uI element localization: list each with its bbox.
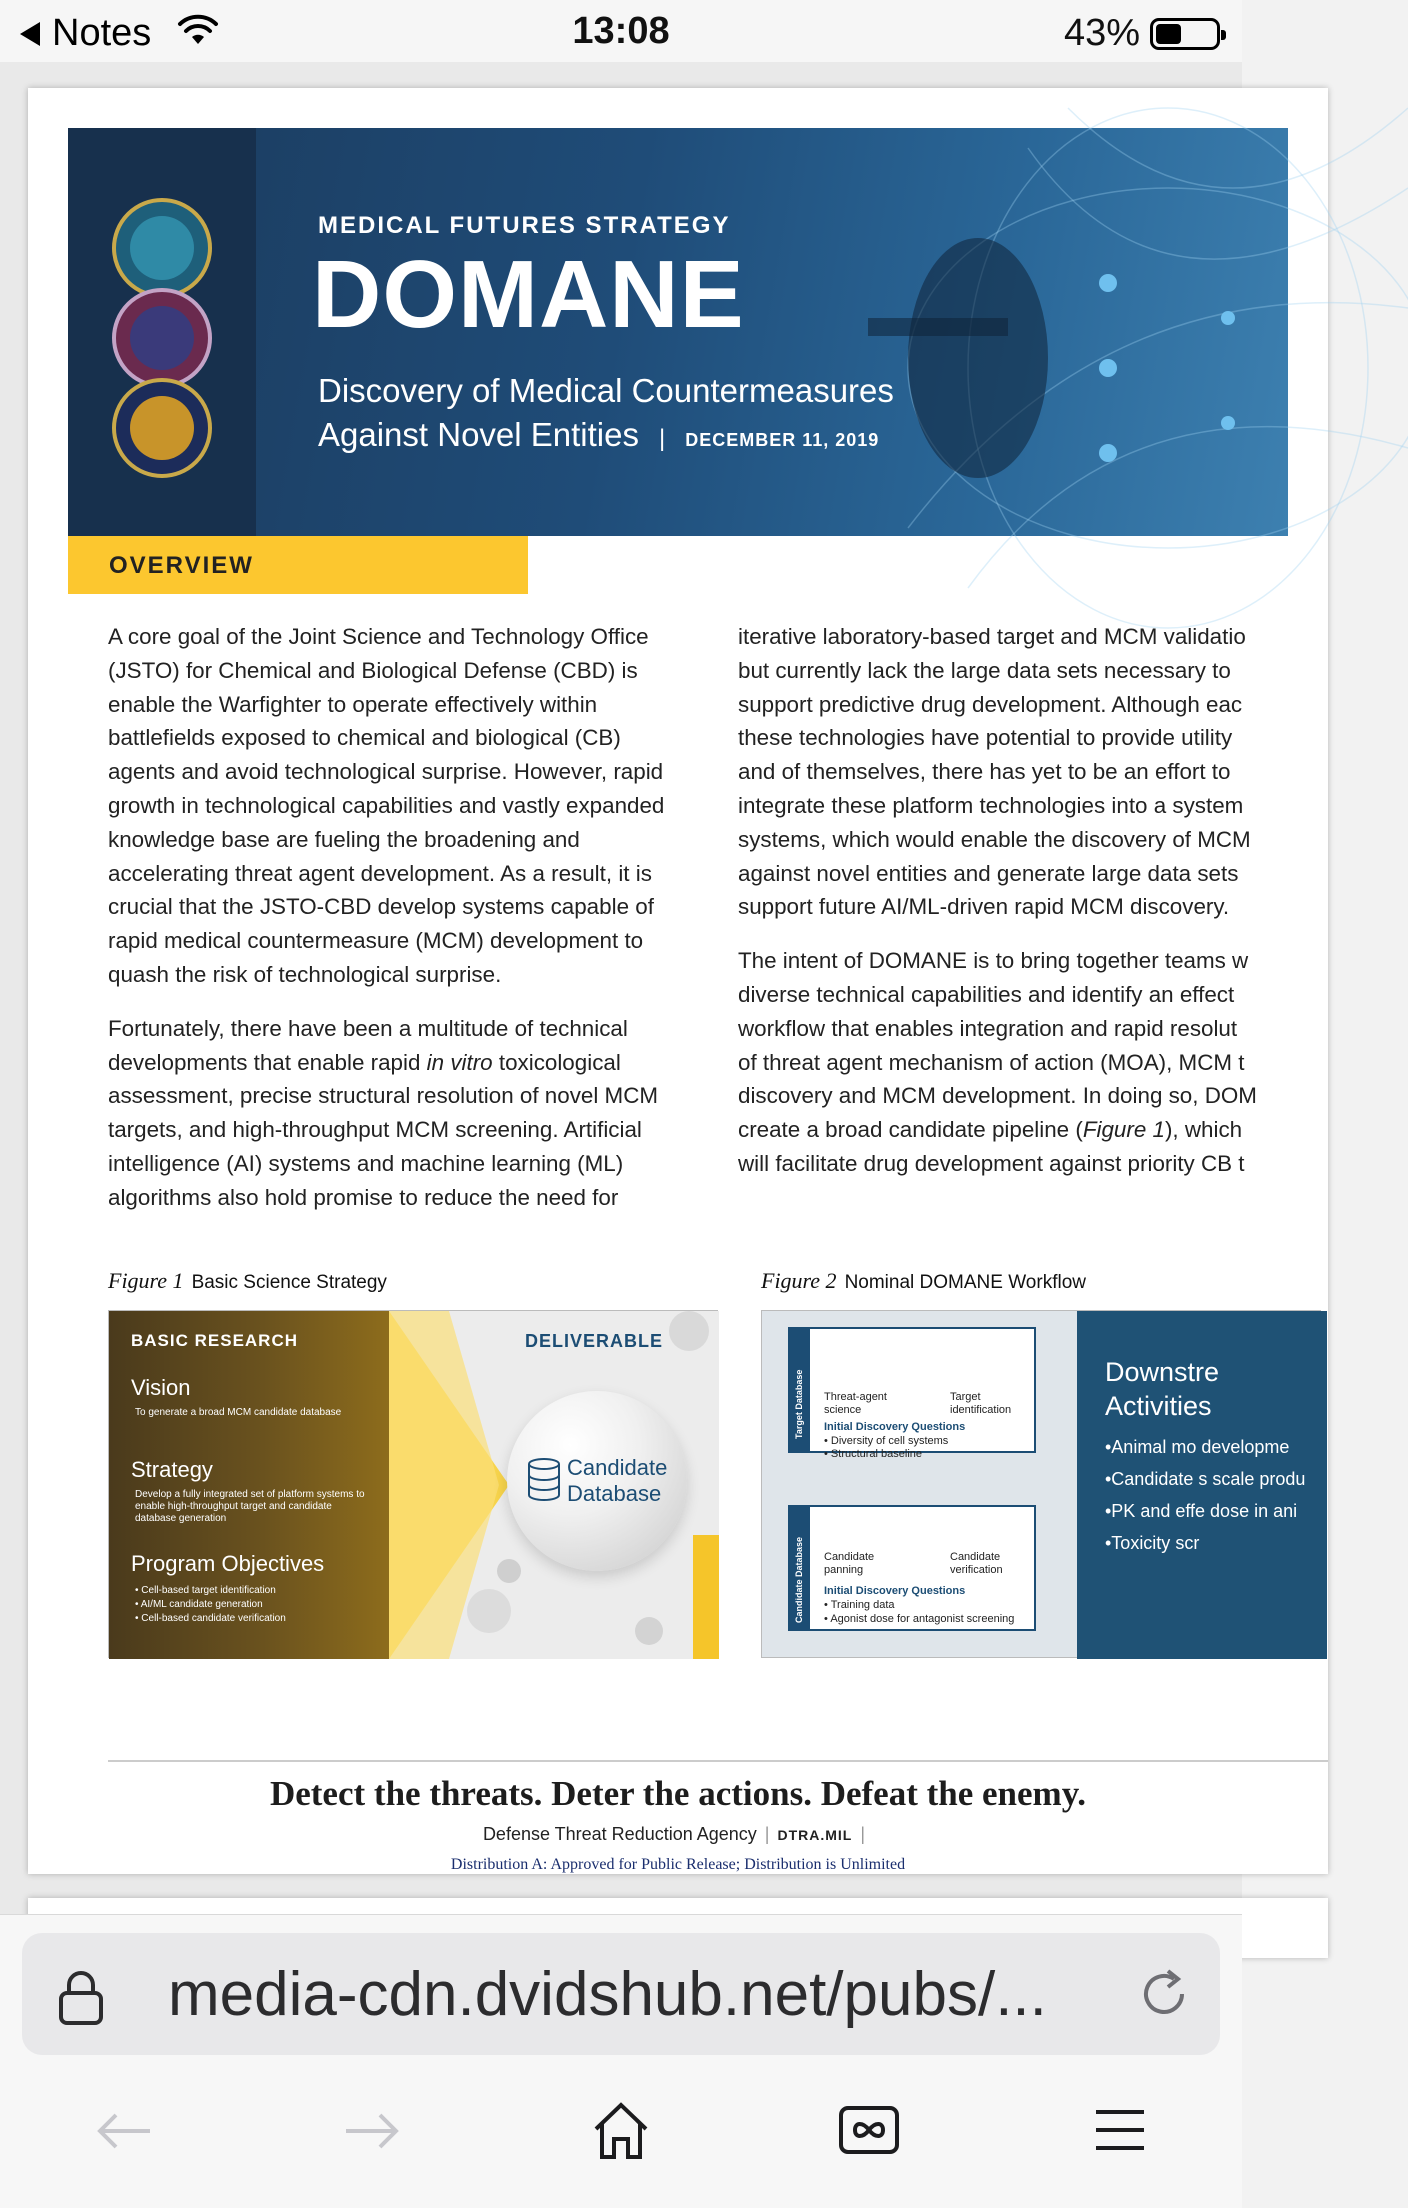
- box-questions-heading: Initial Discovery Questions: [824, 1585, 966, 1597]
- downstream-heading: [1105, 1355, 1219, 1423]
- menu-icon[interactable]: [1094, 2109, 1146, 2151]
- text-line: support future AI/ML-driven rapid MCM discovery.: [738, 894, 1230, 920]
- figure-2-caption: [761, 1268, 1086, 1294]
- body-column-1: [108, 620, 688, 1235]
- banner-date: DECEMBER 11, 2019: [685, 430, 880, 450]
- text-line: [738, 1113, 1298, 1147]
- overview-heading: OVERVIEW: [109, 552, 254, 579]
- footer-tagline: Detect the threats. Deter the actions. Defeat the enemy.: [269, 1774, 1087, 1813]
- browser-toolbar: [0, 1914, 1242, 2208]
- text-line: discovery and MCM development. In doing so, DOM: [738, 1083, 1257, 1109]
- lock-icon: [56, 1969, 106, 2027]
- banner-title: DOMANE: [312, 241, 745, 348]
- figure-1-research-panel: [109, 1311, 389, 1659]
- objective-item: • AI/ML candidate generation: [135, 1599, 263, 1610]
- banner-line-2: [318, 416, 879, 454]
- seals-column: [68, 128, 256, 536]
- downstream-list: [1105, 1437, 1305, 1565]
- status-bar: [0, 0, 1242, 62]
- text-line: diverse technical capabilities and identify an effect: [738, 981, 1235, 1007]
- figure-2: [761, 1310, 1321, 1658]
- downstream-item: •Animal mo developme: [1105, 1437, 1290, 1457]
- text-line: of threat agent mechanism of action (MOA), MCM t: [738, 1049, 1245, 1075]
- box-item: Candidate panning: [824, 1551, 875, 1576]
- objective-item: • Cell-based target identification: [135, 1585, 276, 1596]
- home-icon[interactable]: [592, 2101, 650, 2161]
- deliverable-label: DELIVERABLE: [525, 1331, 664, 1351]
- banner-subtitle: MEDICAL FUTURES STRATEGY: [318, 212, 731, 239]
- italic-text: in vitro: [426, 1049, 493, 1075]
- text-line: and of themselves, there has yet to be an effort to: [738, 759, 1231, 785]
- downstream-item: •PK and effe dose in ani: [1105, 1501, 1298, 1521]
- text-run: toxicological assessment, precise structural resolution of novel MCM targets, and high-throughput MCM screening. Artificial intelligence (AI) systems and machine learning (ML) algorithms also hold promise to reduce the need for: [108, 1049, 659, 1210]
- figure-title: Nominal DOMANE Workflow: [844, 1272, 1086, 1293]
- forward-icon[interactable]: [344, 2111, 400, 2151]
- jsto-seal-logo: [112, 288, 212, 388]
- strategy-text: Develop a fully integrated set of platform systems to enable high-throughput target and candidate database generation: [135, 1489, 365, 1524]
- box-bullet: • Training data: [824, 1599, 895, 1611]
- strategy-title: Strategy: [131, 1457, 213, 1482]
- text-line: support predictive drug development. Although eac: [738, 691, 1243, 717]
- body-column-2: [738, 620, 1298, 1181]
- url-text[interactable]: media-cdn.dvidshub.net/pubs/...: [168, 1960, 1047, 2029]
- basic-research-heading: BASIC RESEARCH: [131, 1331, 299, 1350]
- box-item: Target identification: [950, 1391, 1012, 1416]
- banner-line-1: Discovery of Medical Countermeasures: [318, 372, 894, 409]
- box-item: Candidate verification: [950, 1551, 1003, 1576]
- footer-divider: [108, 1760, 1328, 1762]
- paragraph: [108, 1012, 688, 1215]
- paragraph: A core goal of the Joint Science and Technology Office (JSTO) for Chemical and Biological Defense (CBD) is enable the Warfighter to operate effectively within battlefields exposed to chemical and biological (CB) agents and avoid technological surprise. However, rapid growth in technological capabilities and vastly expanded knowledge base are fueling the broadening and accelerating threat agent development. As a result, it is crucial that the JSTO-CBD develop systems capable of rapid medical countermeasure (MCM) development to quash the risk of technological surprise.: [108, 624, 665, 987]
- address-bar[interactable]: [22, 1933, 1220, 2055]
- figure-number: Figure 2: [761, 1268, 837, 1293]
- tabs-icon[interactable]: [838, 2103, 900, 2157]
- reload-icon[interactable]: [1136, 1965, 1192, 2023]
- vision-text: To generate a broad MCM candidate database: [135, 1407, 342, 1418]
- distribution-statement: Distribution A: Approved for Public Release; Distribution is Unlimited: [450, 1856, 906, 1873]
- footer-agency-line: Defense Threat Reduction Agency | DTRA.MIL |: [482, 1824, 866, 1844]
- battery-icon: [1150, 18, 1220, 50]
- banner-line-2-text: Against Novel Entities: [318, 416, 639, 453]
- dod-seal-logo: [112, 378, 212, 478]
- back-icon[interactable]: [96, 2111, 152, 2151]
- jpeo-seal-logo: [112, 198, 212, 298]
- pdf-viewer[interactable]: [0, 62, 1306, 1914]
- box-questions-heading: Initial Discovery Questions: [824, 1421, 966, 1433]
- text-line: will facilitate drug development against priority CB t: [738, 1150, 1245, 1176]
- text-run: Fortunately, there have been a multitude of technical developments that enable rapid: [108, 1015, 628, 1075]
- overview-heading-bar: [68, 536, 528, 594]
- text-line: workflow that enables integration and rapid resolut: [738, 1015, 1238, 1041]
- database-icon: [527, 1457, 561, 1503]
- battery-percent: 43%: [1063, 12, 1140, 54]
- box-bullet: • Agonist dose for antagonist screening: [824, 1613, 1015, 1625]
- figure-reference: Figure 1: [1082, 1117, 1165, 1143]
- box-item: Threat-agent science: [824, 1391, 887, 1416]
- box-bullet: • Diversity of cell systems: [824, 1435, 949, 1447]
- text-line: iterative laboratory-based target and MCM validatio: [738, 624, 1246, 649]
- text-line: against novel entities and generate large data sets: [738, 860, 1239, 886]
- text-run: ), which: [1164, 1117, 1243, 1143]
- text-line: but currently lack the large data sets necessary to: [738, 657, 1231, 683]
- heading-line: Activities: [1105, 1391, 1212, 1421]
- heading-line: Downstre: [1105, 1357, 1220, 1387]
- objective-item: • Cell-based candidate verification: [135, 1613, 286, 1624]
- downstream-activities-panel: [1077, 1311, 1327, 1659]
- network-graphic: [708, 68, 1408, 628]
- candidate-line: Database: [567, 1481, 662, 1506]
- candidate-database-box: [788, 1505, 1036, 1631]
- figure-1: [108, 1310, 718, 1658]
- battery-status: [1064, 12, 1220, 55]
- candidate-line: Candidate: [567, 1455, 668, 1480]
- candidate-database-label: [567, 1455, 667, 1507]
- box-bullet: • Structural baseline: [824, 1448, 923, 1460]
- back-app-label: Notes: [52, 12, 152, 54]
- text-line: integrate these platform technologies into a system: [738, 792, 1244, 818]
- text-line: The intent of DOMANE is to bring together teams w: [738, 948, 1249, 974]
- box-side-label: Target Database: [790, 1329, 810, 1451]
- vision-title: Vision: [131, 1375, 191, 1400]
- figure-1-caption: [108, 1268, 387, 1294]
- clock: 13:08: [572, 10, 670, 52]
- text-line: systems, which would enable the discovery of MCM: [738, 826, 1251, 852]
- box-side-label: Candidate Database: [790, 1507, 810, 1629]
- figure-number: Figure 1: [108, 1268, 184, 1293]
- objectives-title: Program Objectives: [131, 1551, 325, 1576]
- figure-title: Basic Science Strategy: [191, 1272, 387, 1293]
- text-line: these technologies have potential to provide utility: [738, 725, 1233, 751]
- target-database-box: [788, 1327, 1036, 1460]
- agency-name: Defense Threat Reduction Agency: [482, 1824, 757, 1844]
- downstream-item: •Toxicity scr: [1105, 1533, 1200, 1553]
- header-banner: [68, 128, 1288, 536]
- pdf-page: [28, 88, 1328, 1874]
- downstream-item: •Candidate s scale produ: [1105, 1469, 1306, 1489]
- separator: |: [659, 425, 666, 452]
- text-run: create a broad candidate pipeline (: [738, 1117, 1083, 1143]
- agency-site: DTRA.MIL: [777, 1827, 853, 1843]
